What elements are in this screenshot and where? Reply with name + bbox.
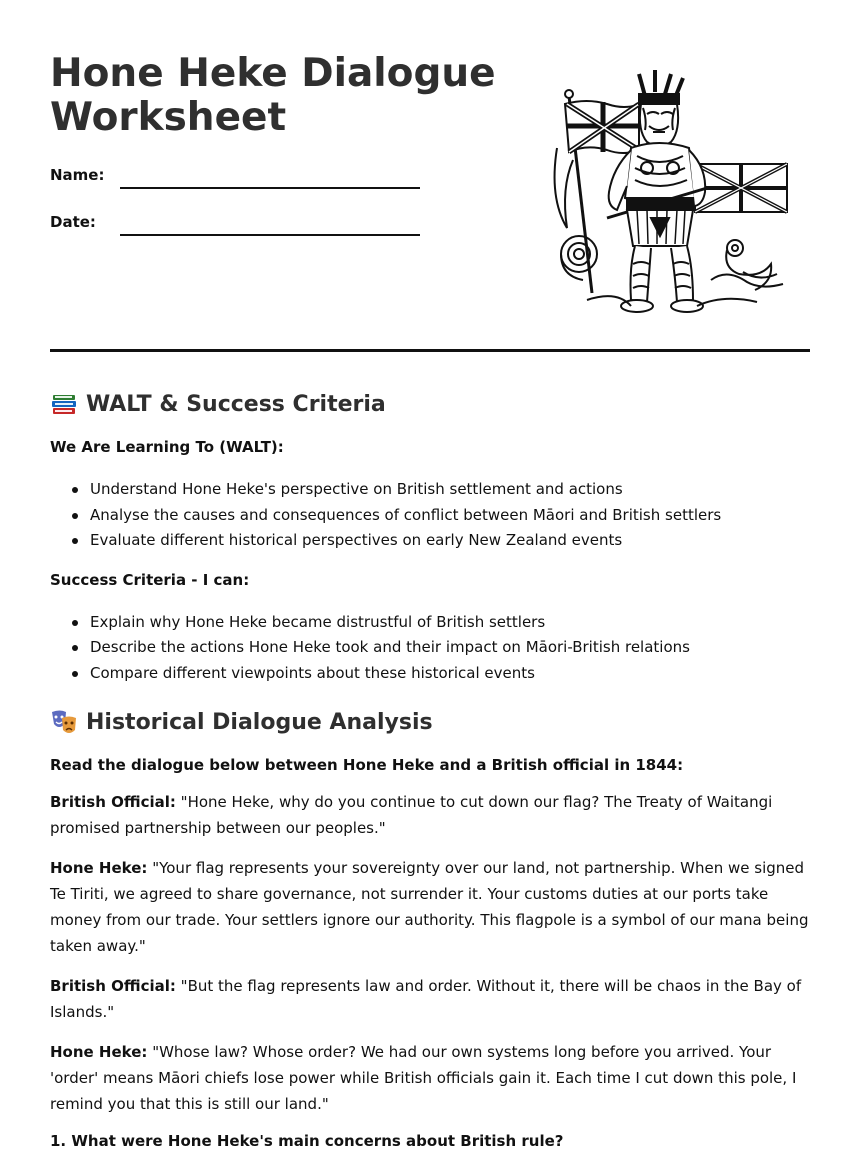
books-icon: [50, 390, 78, 418]
list-item: Understand Hone Heke's perspective on British settlement and actions: [72, 477, 810, 503]
walt-label: We Are Learning To (WALT):: [50, 438, 284, 456]
worksheet-page: [50, 0, 810, 1161]
list-item: Describe the actions Hone Heke took and their impact on Māori-British relations: [72, 635, 810, 661]
list-item: Analyse the causes and consequences of conflict between Māori and British settlers: [72, 503, 810, 529]
name-line[interactable]: [120, 187, 420, 189]
worksheet-header: [50, 52, 810, 342]
list-item: Explain why Hone Heke became distrustful of British settlers: [72, 610, 810, 636]
title-line-2: Worksheet: [50, 95, 287, 140]
success-criteria-list: [72, 610, 810, 687]
date-field[interactable]: [50, 211, 470, 241]
dialogue-text: "Whose law? Whose order? We had our own systems long before you arrived. Your 'order' means Māori chiefs lose power while British officials gain it. Each time I cut down this pole, I remind you that this is still our land.": [50, 1043, 797, 1113]
dialogue-line: [50, 855, 810, 959]
question-1: 1. What were Hone Heke's main concerns about British rule?: [50, 1132, 564, 1150]
list-item: Compare different viewpoints about these historical events: [72, 661, 810, 687]
dialogue-text: "Your flag represents your sovereignty over our land, not partnership. When we signed Te Tiriti, we agreed to share governance, not surrender it. Your customs duties at our ports take money from our trade. Your settlers ignore our authority. This flagpole is a symbol of our mana being taken away.": [50, 859, 809, 955]
success-criteria-label: Success Criteria - I can:: [50, 570, 250, 589]
theater-masks-icon: [50, 708, 78, 736]
dialogue-line: [50, 973, 810, 1025]
walt-heading-text: WALT & Success Criteria: [86, 391, 386, 417]
dialogue-heading: [50, 704, 810, 740]
date-line[interactable]: [120, 234, 420, 236]
dialogue-intro: Read the dialogue below between Hone Heke and a British official in 1844:: [50, 756, 684, 774]
walt-list: [72, 477, 810, 554]
name-field[interactable]: [50, 164, 470, 194]
maori-chief-illustration: [547, 68, 792, 318]
dialogue-text: "But the flag represents law and order. Without it, there will be chaos in the Bay of Islands.": [50, 977, 802, 1021]
header-divider: [50, 349, 810, 352]
dialogue-text: "Hone Heke, why do you continue to cut down our flag? The Treaty of Waitangi promised partnership between our peoples.": [50, 793, 773, 837]
speaker-name: British Official:: [50, 977, 176, 995]
name-label: Name:: [50, 166, 105, 184]
page-title: [50, 52, 520, 140]
walt-heading: [50, 386, 810, 422]
dialogue-heading-text: Historical Dialogue Analysis: [86, 709, 433, 735]
speaker-name: Hone Heke:: [50, 1043, 148, 1061]
dialogue-line: [50, 789, 810, 841]
title-line-1: Hone Heke Dialogue: [50, 51, 496, 96]
speaker-name: Hone Heke:: [50, 859, 148, 877]
dialogue-line: [50, 1039, 810, 1117]
list-item: Evaluate different historical perspectives on early New Zealand events: [72, 528, 810, 554]
worksheet-content: [50, 386, 810, 1150]
speaker-name: British Official:: [50, 793, 176, 811]
date-label: Date:: [50, 213, 96, 231]
